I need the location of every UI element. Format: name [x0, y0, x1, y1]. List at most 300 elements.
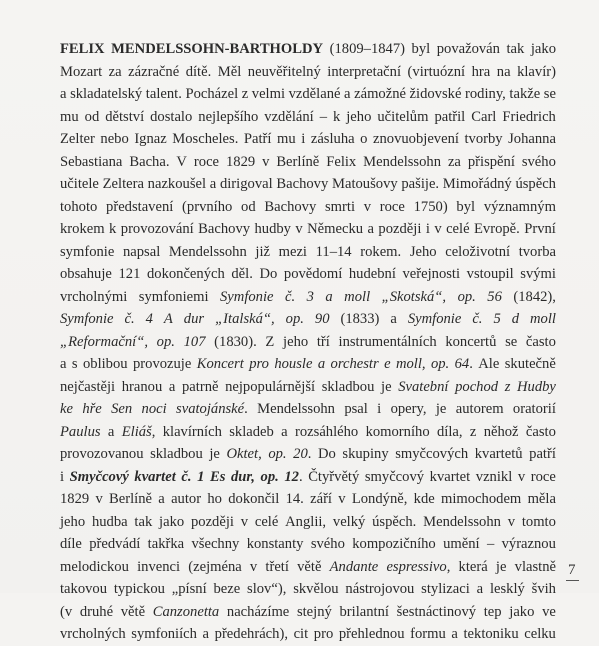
word: často	[525, 423, 556, 440]
word: skladbou	[150, 446, 203, 462]
text-line	[60, 106, 556, 129]
word: roce	[530, 468, 556, 485]
word: pro	[249, 356, 269, 372]
word: stylizaci	[421, 581, 470, 597]
word: Symfonie	[60, 311, 114, 327]
word: dostalo	[150, 108, 193, 125]
word: Andante	[329, 558, 379, 575]
word: dětství	[105, 108, 145, 125]
word: úspěch	[515, 176, 556, 192]
text-line	[60, 263, 556, 286]
word: symfonie	[60, 243, 115, 260]
word: Do	[317, 446, 336, 462]
word: hra	[471, 63, 491, 80]
word: (v	[60, 603, 73, 620]
word: a	[158, 491, 165, 507]
word: nejlepšího	[198, 108, 259, 125]
page-number: 7	[568, 562, 576, 578]
word: oblibou	[82, 356, 128, 372]
word: veřejnosti	[402, 266, 461, 282]
word: Svatební	[398, 378, 449, 395]
word: z	[241, 86, 249, 102]
word: Canzonetta	[152, 603, 220, 620]
word: od	[241, 198, 256, 215]
word: melodickou	[60, 558, 129, 575]
word: Pocházel	[185, 86, 239, 102]
word: Moscheles.	[172, 131, 239, 147]
word: považován	[436, 41, 500, 57]
word: housle	[274, 356, 313, 372]
word: napsal	[122, 243, 161, 260]
word: Sen	[111, 401, 133, 417]
text-line	[60, 61, 556, 84]
word: Felix	[326, 153, 357, 170]
word: díla,	[436, 423, 463, 440]
text-line	[60, 578, 556, 601]
word: 1829	[225, 153, 256, 170]
word: a	[60, 356, 67, 372]
word: obsahuje	[60, 266, 112, 282]
word: krokem	[60, 221, 105, 237]
word: vzdělané	[288, 86, 341, 102]
word: 1	[197, 468, 205, 485]
word: mu	[60, 108, 79, 125]
word: mimochodem	[441, 491, 522, 507]
word: Berlíně	[109, 491, 153, 507]
word: představení	[106, 198, 174, 215]
word: často	[525, 333, 556, 350]
word: Berlíně	[276, 153, 320, 170]
word: Mendelssohn	[257, 401, 335, 417]
word: k	[332, 108, 341, 125]
word: za	[108, 63, 122, 80]
word: e	[384, 356, 391, 372]
word: 56	[487, 288, 502, 305]
word: takže	[509, 86, 541, 102]
word: „Reformační“,	[60, 333, 148, 350]
word: kompozičního	[352, 536, 436, 552]
word: v	[262, 153, 270, 170]
word: –	[319, 108, 327, 125]
word: přispění	[467, 153, 515, 170]
word: a	[281, 423, 288, 440]
word: lesklý	[489, 581, 525, 597]
word: Symfonie	[407, 311, 462, 327]
word: psal	[344, 401, 368, 417]
word: tak	[134, 513, 153, 530]
word: vzdělání	[264, 108, 314, 125]
word: jeho	[283, 333, 309, 350]
word: beze	[213, 581, 241, 597]
word: moll,	[395, 356, 426, 372]
word: (virtuózní	[407, 63, 466, 80]
text-line	[60, 286, 556, 309]
word: Mendelssohn	[363, 153, 442, 170]
word: tří	[316, 333, 330, 350]
word: velký	[332, 513, 366, 530]
word: „Skotská“,	[381, 288, 447, 305]
word: Symfonie	[220, 288, 274, 305]
word: roce	[193, 153, 220, 170]
word: skvělou	[293, 581, 339, 597]
word: zásluha	[310, 131, 355, 147]
word: celku	[524, 626, 556, 642]
word: d	[511, 311, 520, 327]
word: Es	[209, 468, 226, 485]
text-line	[60, 173, 556, 196]
word: vrcholnými	[60, 288, 128, 305]
word: klavír)	[517, 63, 556, 80]
word: se	[505, 333, 518, 350]
word: op.	[430, 356, 450, 372]
word: i	[377, 401, 382, 417]
word: z	[469, 423, 477, 440]
word: Mendelssohn	[168, 243, 247, 260]
word: 1829	[60, 491, 90, 507]
word: tohoto	[60, 198, 98, 215]
word: skupiny	[342, 446, 389, 462]
word: v	[95, 491, 103, 507]
word: zázračné	[128, 63, 180, 80]
word: a	[60, 86, 67, 102]
word: klavírních	[162, 423, 222, 440]
word: 121	[118, 266, 141, 282]
word: učitelům	[377, 108, 429, 125]
word: tak	[506, 41, 525, 57]
word: neuvěřitelný	[247, 63, 321, 80]
word: švih	[531, 581, 556, 597]
word: v	[434, 221, 442, 237]
text-line	[60, 218, 556, 241]
word: o	[360, 131, 368, 147]
word: Sebastiana	[60, 153, 123, 170]
word: Smyčcový	[69, 468, 129, 485]
word: v	[249, 558, 258, 575]
word: 5	[493, 311, 501, 327]
word: skladatelský	[70, 86, 143, 102]
word: i	[425, 221, 430, 237]
word: „Italská“,	[215, 311, 275, 327]
word: pašije.	[401, 176, 440, 192]
word: v	[363, 198, 372, 215]
word: hudby	[254, 221, 291, 237]
word: k	[109, 221, 117, 237]
word: Z	[265, 333, 275, 350]
word: větě	[297, 558, 322, 575]
word: Zelter	[60, 131, 95, 147]
word: 64.	[454, 356, 473, 372]
word: Mendelssohn	[423, 513, 501, 530]
word: „písní	[171, 581, 207, 597]
word: kde	[413, 491, 435, 507]
word: č.	[284, 288, 296, 305]
word: jako	[509, 603, 535, 620]
word: nejčastěji	[60, 378, 116, 395]
word: přehlednou	[338, 626, 405, 642]
text-line	[60, 241, 556, 264]
word: op.	[268, 446, 287, 462]
word: velmi	[251, 86, 286, 102]
word: kvartetů	[474, 446, 523, 462]
word: –	[486, 536, 495, 552]
word: koncertů	[445, 333, 497, 350]
word: rokem.	[360, 243, 402, 260]
word: skladbou	[321, 378, 375, 395]
word: a	[202, 626, 210, 642]
word: díle	[60, 536, 82, 552]
word: slov“),	[247, 581, 287, 597]
word: Ale	[478, 356, 500, 372]
word: Carl	[471, 108, 497, 125]
word: 20.	[293, 446, 312, 462]
text-line	[60, 128, 556, 151]
word: z	[504, 378, 511, 395]
word: typickou	[113, 581, 165, 597]
word: stejný	[296, 603, 332, 620]
word: hranou	[121, 378, 163, 395]
word: č.	[124, 311, 135, 327]
word: dur	[183, 311, 205, 327]
word: ke	[60, 401, 73, 417]
word: tep	[483, 603, 502, 620]
word: První	[524, 221, 556, 237]
word: op.	[457, 288, 476, 305]
text-line	[60, 398, 556, 421]
word: (prvního	[182, 198, 233, 215]
text-line	[60, 151, 556, 174]
word: Čtyřvětý	[308, 468, 360, 485]
word: druhé	[79, 603, 114, 620]
text-line	[60, 556, 556, 579]
word: 1750)	[413, 198, 448, 215]
word: svatojánské.	[176, 401, 248, 417]
word: jako	[530, 41, 556, 57]
word: invenci	[137, 558, 181, 575]
word: celoživotní	[445, 243, 511, 260]
word: V	[176, 153, 187, 170]
word: i	[301, 131, 306, 147]
text-line	[60, 308, 556, 331]
word: jako	[159, 513, 185, 530]
word: vlastně	[514, 558, 556, 575]
word: nazkoušel	[147, 176, 207, 192]
word: jeho	[346, 108, 372, 125]
word: brilantní	[339, 603, 389, 620]
word: umění	[443, 536, 480, 552]
word: je	[381, 378, 392, 395]
word: významným	[483, 198, 556, 215]
word: všechny	[191, 536, 240, 552]
word: Bachovy	[276, 176, 329, 192]
word: rozsáhlého	[295, 423, 359, 440]
word: dirigoval	[219, 176, 273, 192]
word: Oktet,	[226, 446, 262, 462]
word: vstoupil	[466, 266, 514, 282]
word: Eliáš,	[121, 423, 156, 440]
word: A	[163, 311, 173, 327]
word: hudba	[91, 513, 128, 530]
word: noci	[141, 401, 167, 417]
word: (1842),	[513, 288, 556, 305]
word: symfoniích	[131, 626, 197, 642]
word: předvádí	[89, 536, 141, 552]
word: Bacha.	[129, 153, 170, 170]
word: MENDELSSOHN-BARTHOLDY	[111, 41, 324, 57]
word: (1809–1847)	[329, 41, 406, 57]
word: ho	[207, 491, 222, 507]
word: září	[310, 491, 332, 507]
word: Friedrich	[502, 108, 556, 125]
word: výraznou	[501, 536, 556, 552]
word: Johanna	[508, 131, 556, 147]
word: Jeho	[409, 243, 437, 260]
word: provozovanou	[60, 446, 144, 462]
word: op.	[285, 311, 304, 327]
word: takřka	[147, 536, 185, 552]
word: takovou	[60, 581, 108, 597]
word: 107	[183, 333, 206, 350]
word: smrti	[325, 198, 355, 215]
text-line	[60, 533, 556, 556]
word: Matoušovy	[331, 176, 398, 192]
word: v	[517, 468, 526, 485]
word: třetí	[265, 558, 289, 575]
word: smyčcových	[395, 446, 469, 462]
word: pochod	[455, 378, 499, 395]
word: tomto	[521, 513, 556, 530]
word: patrně	[182, 378, 219, 395]
word: s	[71, 356, 78, 372]
text-line	[60, 488, 556, 511]
word: (1833)	[340, 311, 380, 327]
page-number-underline	[566, 580, 579, 581]
word: Paulus	[60, 423, 101, 440]
word: a	[344, 86, 351, 102]
word: hudební	[348, 266, 396, 282]
word: a	[325, 288, 333, 305]
text-line	[60, 443, 556, 466]
word: interpretační	[327, 63, 402, 80]
word: provozování	[120, 221, 194, 237]
word: oratorií	[512, 401, 556, 417]
word: espressivo,	[386, 558, 451, 575]
text-line	[60, 421, 556, 444]
text-line	[60, 38, 556, 61]
word: 12.	[284, 468, 303, 485]
word: opery,	[390, 401, 427, 417]
word: kvartet	[134, 468, 176, 485]
word: op.	[260, 468, 279, 485]
word: dokončených	[146, 266, 225, 282]
word: šestnáctinový	[396, 603, 477, 620]
word: jeho	[60, 513, 86, 530]
word: Evropě.	[474, 221, 520, 237]
word: pro	[313, 626, 334, 642]
word: Hudby	[517, 378, 556, 395]
word: 3	[306, 288, 314, 305]
word: zámožné	[354, 86, 406, 102]
word: (zejména	[188, 558, 242, 575]
word: Bachovy	[264, 198, 317, 215]
word: Měl	[217, 63, 242, 80]
word: patří	[529, 446, 556, 462]
word: 11–14	[315, 243, 352, 260]
text-line	[60, 83, 556, 106]
word: nacházíme	[226, 603, 290, 620]
word: od	[84, 108, 100, 125]
word: moll	[344, 288, 371, 305]
word: a	[107, 423, 115, 440]
word: skladeb	[229, 423, 274, 440]
word: a	[476, 581, 484, 597]
word: se	[543, 86, 556, 102]
word: a	[451, 626, 458, 642]
word: větě	[120, 603, 146, 620]
word: v	[240, 513, 249, 530]
word: 90	[314, 311, 330, 327]
word: konstanty	[246, 536, 304, 552]
word: Zeltera	[102, 176, 144, 192]
word: skutečně	[504, 356, 556, 372]
text-line	[60, 511, 556, 534]
word: Bachovy	[198, 221, 251, 237]
word: č.	[181, 468, 192, 485]
body-text	[60, 38, 556, 646]
word: byl	[456, 198, 476, 215]
word: vznikl	[475, 468, 513, 485]
word: orchestr	[330, 356, 379, 372]
word: cit	[293, 626, 309, 642]
word: úspěch.	[372, 513, 417, 530]
word: a	[367, 221, 374, 237]
word: měla	[527, 491, 556, 507]
text-line	[60, 353, 556, 376]
text-line	[60, 623, 556, 646]
word: autorem	[455, 401, 504, 417]
word: nástrojovou	[345, 581, 415, 597]
word: tektoniku	[463, 626, 519, 642]
word: Mozart	[60, 63, 103, 80]
word: Ignaz	[134, 131, 167, 147]
word: moll	[530, 311, 556, 327]
word: Do	[259, 266, 278, 282]
word: a	[317, 356, 326, 372]
text-line	[60, 601, 556, 624]
text-line	[60, 466, 556, 489]
word: dokončil	[228, 491, 280, 507]
word: v	[507, 513, 516, 530]
word: dur,	[230, 468, 255, 485]
word: která	[458, 558, 488, 575]
word: na	[496, 63, 511, 80]
word: mezi	[278, 243, 307, 260]
word: autor	[171, 491, 202, 507]
word: rodiny,	[465, 86, 506, 102]
word: vrcholných	[60, 626, 126, 642]
word: a	[209, 176, 217, 192]
text-line	[60, 196, 556, 219]
word: děl.	[231, 266, 253, 282]
word: roce	[379, 198, 405, 215]
word: je	[209, 446, 220, 462]
word: celé	[446, 221, 470, 237]
word: a	[390, 311, 397, 327]
word: ve	[542, 603, 556, 620]
word: 14.	[285, 491, 304, 507]
word: svými	[520, 266, 556, 282]
word: Německu	[307, 221, 364, 237]
word: i	[60, 468, 65, 485]
